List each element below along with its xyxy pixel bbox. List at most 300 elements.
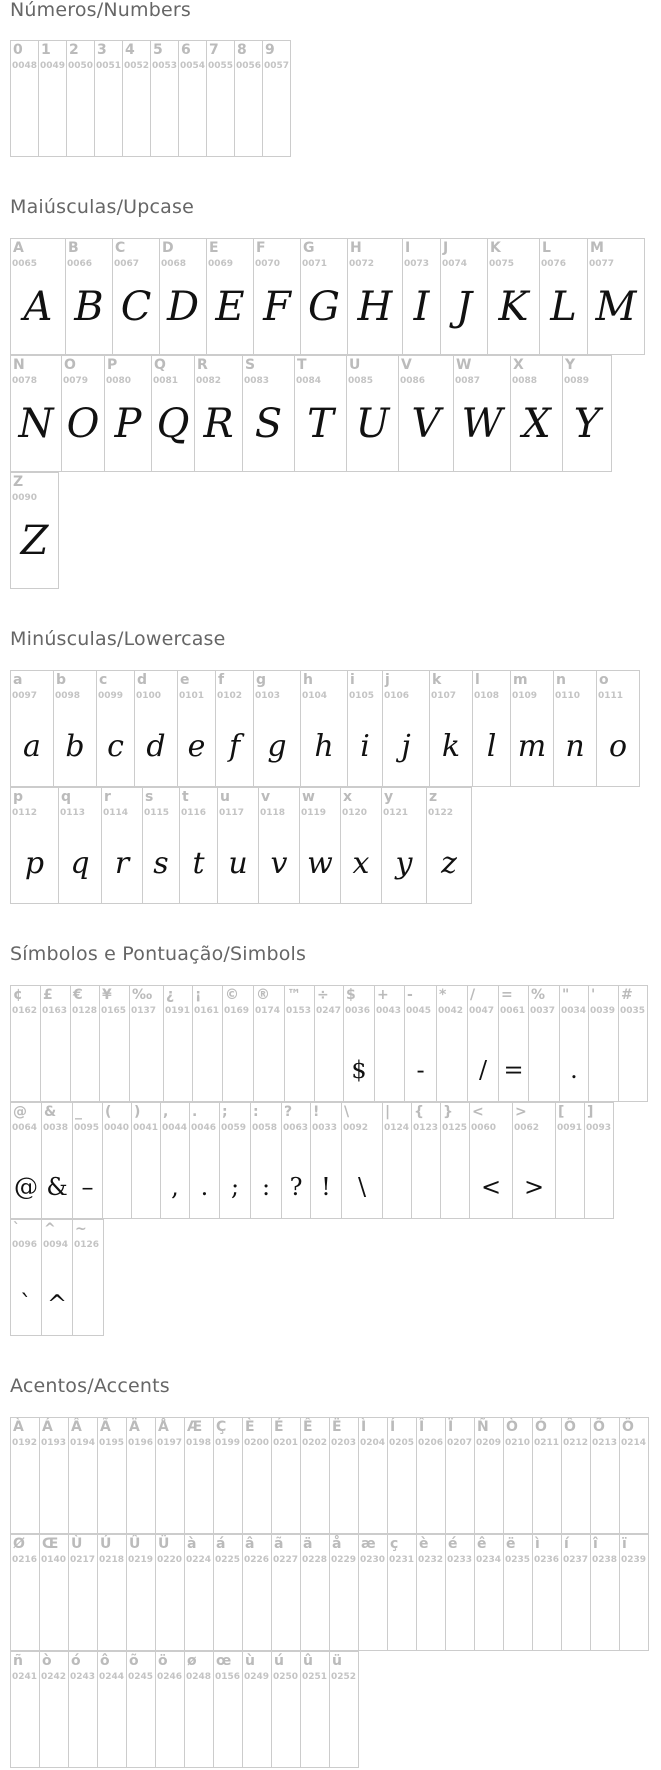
glyph-code-label: 0097 [12,691,38,701]
glyph-code-label: 0033 [312,1123,338,1133]
glyph-code-label: 0238 [592,1555,618,1565]
glyph-cell [10,1219,42,1336]
glyph-code-label: 0213 [592,1438,618,1448]
glyph-cell [61,355,105,472]
glyph-cell [178,40,207,157]
glyph-cell [206,40,235,157]
glyph-code-label: 0108 [474,691,500,701]
glyph-code-label: 0207 [447,1438,473,1448]
glyph-sample: X [522,401,551,447]
glyph-cell [619,1417,649,1534]
glyph-code-label: 0109 [512,691,538,701]
glyph-cell [101,787,143,904]
glyph-char-label: P [107,357,118,373]
glyph-code-label: 0115 [144,808,170,818]
glyph-code-label: 0042 [438,1006,464,1016]
glyph-char-label: ã [274,1536,284,1552]
glyph-sample: E [215,284,245,330]
glyph-cell [68,1534,98,1651]
glyph-char-label: * [439,987,447,1003]
glyph-char-label: < [472,1104,484,1120]
glyph-char-label: Ã [100,1419,111,1435]
glyph-char-label: F [256,240,266,256]
glyph-cell [102,1102,132,1219]
glyph-code-label: 0123 [413,1123,439,1133]
glyph-cell [155,1651,185,1768]
glyph-sample: ^ [46,1290,68,1318]
glyph-char-label: ú [274,1653,284,1669]
glyph-code-label: 0199 [215,1438,241,1448]
glyph-sample: T [307,401,334,447]
glyph-code-label: 0089 [564,376,590,386]
glyph-cell [70,985,100,1102]
glyph-char-label: ì [535,1536,540,1552]
glyph-sample: g [267,729,287,764]
glyph-code-label: 0229 [331,1555,357,1565]
glyph-cell [150,40,179,157]
glyph-cell [555,1102,585,1219]
glyph-char-label: m [513,672,528,688]
glyph-code-label: 0092 [343,1123,369,1133]
glyph-cell [539,238,588,355]
glyph-sample: j [401,729,411,764]
glyph-char-label: x [343,789,353,805]
glyph-code-label: 0249 [244,1672,270,1682]
glyph-cell [618,985,648,1102]
glyph-code-label: 0225 [215,1555,241,1565]
glyph-cell [381,787,427,904]
glyph-row [10,787,639,904]
glyph-cell [160,1102,190,1219]
glyph-code-label: 0057 [264,61,290,71]
glyph-sample: ; [230,1173,240,1201]
glyph-cell [329,1417,359,1534]
glyph-code-label: 0194 [70,1438,96,1448]
glyph-cell [559,985,589,1102]
glyph-char-label: D [162,240,174,256]
glyph-code-label: 0250 [273,1672,299,1682]
glyph-code-label: 0035 [620,1006,646,1016]
glyph-cell [126,1534,156,1651]
glyph-code-label: 0219 [128,1555,154,1565]
glyph-cell [179,787,218,904]
section-title-numbers: Números/Numbers [10,0,191,21]
glyph-char-label: V [401,357,412,373]
glyph-char-label: # [621,987,633,1003]
glyph-char-label: { [414,1104,424,1120]
glyph-cell [347,238,403,355]
glyph-code-label: 0174 [255,1006,281,1016]
glyph-cell [404,985,437,1102]
glyph-cell [411,1102,441,1219]
glyph-sample: r [114,846,130,881]
glyph-char-label: d [137,672,148,688]
glyph-code-label: 0137 [131,1006,157,1016]
glyph-char-label: 5 [153,42,163,58]
glyph-cell [68,1651,98,1768]
glyph-code-label: 0059 [221,1123,247,1133]
glyph-sample: Y [573,401,601,447]
glyph-sample: ! [321,1173,331,1201]
glyph-char-label: = [501,987,513,1003]
glyph-cell [126,1417,156,1534]
glyph-char-label: C [115,240,126,256]
glyph-cell [155,1534,185,1651]
glyph-char-label: ü [332,1653,342,1669]
glyph-cell [112,238,160,355]
glyph-sample: , [171,1173,179,1201]
glyph-code-label: 0058 [252,1123,278,1133]
glyph-code-label: 0122 [428,808,454,818]
glyph-cell [10,1651,40,1768]
glyph-char-label: Ñ [477,1419,489,1435]
glyph-code-label: 0077 [589,259,615,269]
glyph-char-label: 6 [181,42,191,58]
glyph-char-label: 9 [265,42,275,58]
glyph-code-label: 0212 [563,1438,589,1448]
section-title-lowercase: Minúsculas/Lowercase [10,628,226,650]
glyph-sample: f [228,729,241,764]
glyph-cell [262,40,291,157]
glyph-cell [398,355,454,472]
glyph-char-label: j [385,672,390,688]
glyph-cell [222,985,254,1102]
glyph-code-label: 0104 [302,691,328,701]
glyph-sample: B [74,284,104,330]
glyph-char-label: ¥ [102,987,112,1003]
glyph-cell [472,670,511,787]
glyph-cell [619,1534,649,1651]
glyph-code-label: 0231 [389,1555,415,1565]
glyph-char-label: á [216,1536,226,1552]
glyph-code-label: 0204 [360,1438,386,1448]
glyph-code-label: 0196 [128,1438,154,1448]
glyph-char-label: \ [344,1104,350,1120]
glyph-cell [374,985,405,1102]
glyph-cell [512,1102,556,1219]
glyph-sample: . [200,1173,209,1201]
glyph-cell [194,355,243,472]
glyph-cell [487,238,540,355]
glyph-sample: k [441,729,461,764]
glyph-cell [242,1534,272,1651]
glyph-sample: A [23,284,53,330]
glyph-code-label: 0049 [40,61,66,71]
glyph-char-label: + [377,987,389,1003]
glyph-char-label: " [562,987,570,1003]
glyph-code-label: 0251 [302,1672,328,1682]
glyph-cell [588,985,619,1102]
glyph-char-label: H [350,240,362,256]
glyph-cell [341,1102,383,1219]
glyph-code-label: 0081 [153,376,179,386]
glyph-sample: - [416,1056,425,1084]
glyph-sample: – [81,1173,94,1201]
glyph-char-label: o [599,672,609,688]
glyph-code-label: 0192 [12,1438,38,1448]
glyph-cell [299,787,341,904]
glyph-cell [104,355,152,472]
glyph-sample: b [65,729,85,764]
glyph-char-label: Í [390,1419,396,1435]
section-title-symbols: Símbolos e Pontuação/Simbols [10,943,307,965]
glyph-cell [234,40,263,157]
glyph-row [10,670,639,787]
glyph-cell [436,985,468,1102]
glyph-cell [126,1651,156,1768]
glyph-grid-numbers [10,40,290,157]
glyph-sample: H [357,284,393,330]
glyph-sample: V [411,401,441,447]
glyph-sample: F [263,284,291,330]
glyph-cell [213,1417,243,1534]
glyph-code-label: 0163 [42,1006,68,1016]
glyph-code-label: 0072 [349,259,375,269]
glyph-char-label: ! [313,1104,320,1120]
glyph-cell [562,355,612,472]
glyph-cell [253,238,301,355]
glyph-sample: U [355,401,390,447]
glyph-sample: ? [289,1173,303,1201]
glyph-code-label: 0230 [360,1555,386,1565]
glyph-code-label: 0233 [447,1555,473,1565]
glyph-sample: u [228,846,248,881]
glyph-char-label: ù [245,1653,255,1669]
glyph-char-label: i [350,672,355,688]
glyph-row [10,238,644,355]
glyph-code-label: 0156 [215,1672,241,1682]
glyph-code-label: 0086 [400,376,426,386]
glyph-cell [596,670,640,787]
glyph-sample: @ [14,1173,38,1201]
glyph-cell [310,1102,342,1219]
glyph-code-label: 0091 [557,1123,583,1133]
glyph-cell [159,238,207,355]
glyph-cell [97,1534,127,1651]
glyph-code-label: 0236 [534,1555,560,1565]
glyph-char-label: - [407,987,413,1003]
glyph-char-label: N [13,357,25,373]
glyph-cell [343,985,375,1102]
glyph-cell [474,1417,504,1534]
glyph-char-label: . [192,1104,198,1120]
glyph-cell [242,355,295,472]
glyph-char-label: ¿ [166,987,175,1003]
glyph-row [10,1219,647,1336]
glyph-code-label: 0107 [431,691,457,701]
glyph-cell [38,40,67,157]
glyph-code-label: 0197 [157,1438,183,1448]
glyph-sample: Q [156,401,190,447]
glyph-cell [219,1102,251,1219]
glyph-cell [39,1651,69,1768]
glyph-cell [10,985,41,1102]
glyph-code-label: 0056 [236,61,262,71]
glyph-code-label: 0094 [43,1240,69,1250]
glyph-char-label: ë [506,1536,516,1552]
glyph-char-label: ÷ [317,987,329,1003]
glyph-cell [213,1534,243,1651]
glyph-code-label: 0103 [255,691,281,701]
glyph-char-label: Ä [129,1419,140,1435]
glyph-char-label: ö [158,1653,168,1669]
glyph-code-label: 0200 [244,1438,270,1448]
glyph-char-label: 4 [125,42,135,58]
glyph-cell [503,1534,533,1651]
glyph-char-label: L [542,240,551,256]
glyph-sample: a [23,729,41,764]
glyph-char-label: Ü [158,1536,170,1552]
glyph-code-label: 0050 [68,61,94,71]
glyph-cell [532,1417,562,1534]
glyph-char-label: ] [587,1104,594,1120]
glyph-char-label: S [245,357,256,373]
glyph-char-label: z [429,789,438,805]
glyph-char-label: 7 [209,42,219,58]
glyph-code-label: 0228 [302,1555,328,1565]
glyph-code-label: 0046 [191,1123,217,1133]
glyph-char-label: B [68,240,79,256]
glyph-cell [72,1219,104,1336]
glyph-code-label: 0220 [157,1555,183,1565]
glyph-sample: t [192,846,205,881]
glyph-cell [41,1102,73,1219]
glyph-code-label: 0210 [505,1438,531,1448]
glyph-code-label: 0095 [74,1123,100,1133]
glyph-code-label: 0248 [186,1672,212,1682]
glyph-code-label: 0044 [162,1123,188,1133]
glyph-char-label: © [225,987,239,1003]
glyph-char-label: y [384,789,394,805]
glyph-char-label: > [515,1104,527,1120]
glyph-char-label: T [297,357,307,373]
glyph-char-label: s [145,789,154,805]
glyph-cell [358,1534,388,1651]
glyph-char-label: î [593,1536,598,1552]
glyph-char-label: ^ [44,1221,56,1237]
glyph-char-label: Œ [42,1536,59,1552]
glyph-cell [10,355,62,472]
glyph-cell [453,355,511,472]
glyph-cell [10,1534,40,1651]
glyph-cell [53,670,97,787]
glyph-cell [590,1534,620,1651]
glyph-code-label: 0242 [41,1672,67,1682]
glyph-cell [498,985,529,1102]
glyph-sample: y [395,846,413,881]
glyph-char-label: å [332,1536,342,1552]
glyph-char-label: Ø [13,1536,25,1552]
glyph-char-label: ' [591,987,596,1003]
glyph-cell [445,1417,475,1534]
glyph-code-label: 0055 [208,61,234,71]
glyph-sample: c [107,729,124,764]
glyph-code-label: 0126 [74,1240,100,1250]
glyph-char-label: Ô [564,1419,576,1435]
glyph-code-label: 0071 [302,259,328,269]
glyph-char-label: t [182,789,189,805]
glyph-sample: m [517,729,547,764]
glyph-code-label: 0070 [255,259,281,269]
glyph-char-label: Ï [448,1419,454,1435]
glyph-code-label: 0063 [283,1123,309,1133]
glyph-code-label: 0121 [383,808,409,818]
glyph-code-label: 0202 [302,1438,328,1448]
glyph-char-label: Å [158,1419,169,1435]
glyph-char-label: Æ [187,1419,203,1435]
glyph-char-label: R [197,357,208,373]
glyph-char-label: Y [565,357,576,373]
glyph-code-label: 0237 [563,1555,589,1565]
glyph-code-label: 0038 [43,1123,69,1133]
glyph-code-label: 0065 [12,259,38,269]
glyph-cell [206,238,254,355]
glyph-cell [184,1417,214,1534]
glyph-char-label: v [261,789,271,805]
glyph-char-label: J [443,240,449,256]
glyph-code-label: 0203 [331,1438,357,1448]
glyph-char-label: k [432,672,442,688]
glyph-char-label: œ [216,1653,232,1669]
glyph-code-label: 0087 [455,376,481,386]
glyph-char-label: ø [187,1653,197,1669]
glyph-cell [294,355,347,472]
glyph-code-label: 0113 [60,808,86,818]
glyph-sample: : [261,1173,271,1201]
glyph-code-label: 0112 [12,808,38,818]
glyph-cell [10,787,59,904]
glyph-char-label: € [73,987,83,1003]
glyph-cell [217,787,259,904]
glyph-code-label: 0069 [208,259,234,269]
glyph-code-label: 0080 [106,376,132,386]
glyph-char-label: ) [134,1104,141,1120]
glyph-cell [10,40,39,157]
glyph-code-label: 0090 [12,493,38,503]
glyph-cell [134,670,178,787]
glyph-code-label: 0043 [376,1006,402,1016]
glyph-cell [242,1417,272,1534]
glyph-char-label: 1 [41,42,51,58]
glyph-cell [445,1534,475,1651]
glyph-char-label: ` [13,1221,20,1237]
glyph-cell [242,1651,272,1768]
glyph-code-label: 0118 [260,808,286,818]
glyph-char-label: @ [13,1104,27,1120]
glyph-cell [300,1534,330,1651]
glyph-code-label: 0054 [180,61,206,71]
glyph-code-label: 0061 [500,1006,526,1016]
glyph-code-label: 0216 [12,1555,38,1565]
glyph-sample: q [70,846,90,881]
glyph-char-label: e [180,672,190,688]
glyph-char-label: ® [256,987,270,1003]
glyph-sample: S [254,401,283,447]
glyph-char-label: 8 [237,42,247,58]
glyph-code-label: 0099 [98,691,124,701]
glyph-row [10,1417,648,1534]
glyph-cell [253,670,301,787]
glyph-code-label: 0193 [41,1438,67,1448]
glyph-code-label: 0041 [133,1123,159,1133]
glyph-cell [284,985,315,1102]
glyph-cell [300,1417,330,1534]
glyph-sample: M [595,284,637,330]
glyph-cell [300,1651,330,1768]
glyph-code-label: 0206 [418,1438,444,1448]
glyph-cell [440,238,488,355]
glyph-char-label: b [56,672,67,688]
